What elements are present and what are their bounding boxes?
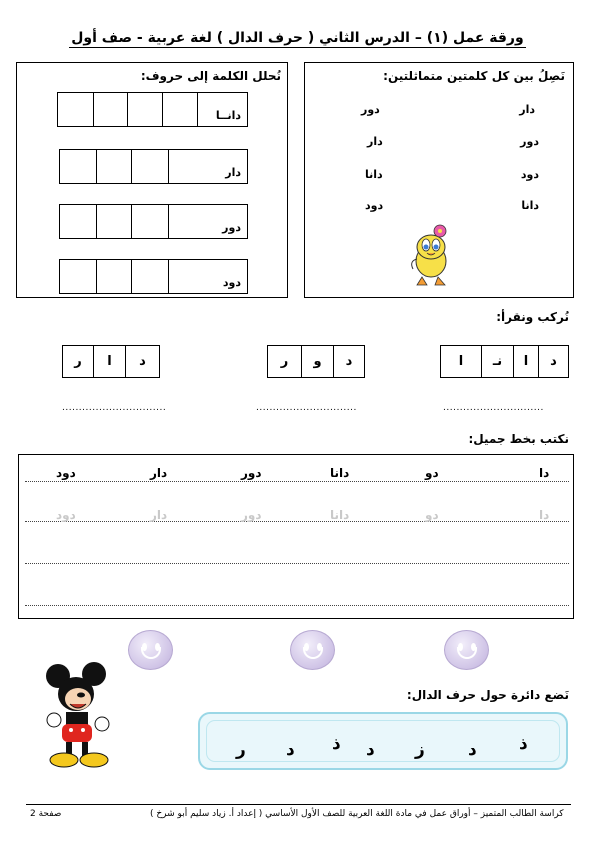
compose-letter: ا	[458, 354, 464, 369]
smiley-face-icon	[290, 630, 335, 670]
circle-letter[interactable]: د	[366, 740, 375, 760]
letter-cell[interactable]	[60, 150, 96, 183]
circle-letters-box	[198, 712, 568, 770]
match-right-1: دار	[519, 103, 535, 116]
letter-cell[interactable]	[131, 205, 168, 238]
compose-group-2	[267, 345, 365, 378]
trace-word: دور	[241, 508, 262, 522]
match-right-3: دود	[520, 168, 539, 181]
compose-answer-3[interactable]: ...............................	[62, 403, 167, 413]
compose-letter: ا	[93, 346, 125, 377]
letter-cell[interactable]	[93, 93, 128, 126]
model-word: دار	[150, 466, 168, 480]
letter-cell[interactable]	[60, 260, 96, 293]
handwriting-practice-box	[18, 454, 574, 619]
trace-word: دانا	[330, 508, 350, 522]
letter-cell[interactable]	[162, 93, 197, 126]
compose-letter: ر	[74, 354, 82, 369]
letter-cell[interactable]	[96, 205, 132, 238]
compose-group-1	[440, 345, 569, 378]
circle-heading: نَضع دائرة حول حرف الدال:	[406, 688, 569, 702]
word-cell	[197, 93, 247, 126]
word-cell	[168, 150, 247, 183]
page-number: صفحة 2	[30, 809, 62, 819]
compose-letter: ر	[280, 354, 289, 369]
model-word: دود	[56, 466, 76, 480]
practice-line[interactable]	[25, 563, 569, 564]
compose-letter: د	[333, 346, 364, 377]
circle-letter[interactable]: ذ	[519, 734, 528, 754]
compose-letter: ا	[513, 346, 538, 377]
trace-word: دا	[539, 508, 550, 522]
letter-cell[interactable]	[58, 93, 93, 126]
analyze-word: دود	[222, 276, 241, 289]
practice-line[interactable]	[25, 521, 569, 522]
smiley-face-icon	[128, 630, 173, 670]
analyze-word: دور	[222, 221, 241, 234]
smiley-face-icon	[444, 630, 489, 670]
match-left-3: دانا	[365, 168, 383, 181]
analyze-grid-4	[59, 259, 248, 294]
analyze-word: دار	[225, 166, 241, 179]
compose-group-3	[62, 345, 160, 378]
letter-cell[interactable]	[96, 260, 132, 293]
handwriting-heading: نكتب بخط جميل:	[468, 432, 569, 446]
match-heading: نَصِلُ بين كل كلمتين متماثلتين:	[383, 69, 565, 83]
compose-answer-1[interactable]: ..............................	[443, 403, 544, 413]
page-title: ورقة عمل (١) – الدرس الثاني ( حرف الدال ) لغة عربية - صف أول	[71, 30, 524, 46]
circle-letter[interactable]: د	[286, 740, 295, 760]
analyze-word: دانــا	[215, 109, 242, 122]
letter-cell[interactable]	[131, 150, 168, 183]
trace-word: دود	[56, 508, 76, 522]
compose-letter: د	[125, 346, 159, 377]
word-cell	[168, 260, 247, 293]
footer-text: كراسة الطالب المتميز – أوراق عمل في مادة اللغة العربية للصف الأول الأساسي ( إعداد أ. زياد سليم أبو شرخ )	[150, 809, 564, 819]
word-cell	[168, 205, 247, 238]
model-word: دو	[425, 466, 439, 480]
compose-letter: نـ	[481, 346, 513, 377]
analyze-heading: نُحلل الكلمة إلى حروف:	[140, 69, 281, 83]
model-word: دانا	[330, 466, 350, 480]
mickey-mouse-image	[44, 662, 116, 772]
letter-cell[interactable]	[131, 260, 168, 293]
compose-heading: نُركب ونقرأ:	[496, 310, 569, 324]
practice-line[interactable]	[25, 481, 569, 482]
letter-cell[interactable]	[127, 93, 162, 126]
letter-cell[interactable]	[60, 205, 96, 238]
circle-letter[interactable]: د	[468, 740, 477, 760]
model-word: دا	[539, 466, 550, 480]
circle-letter[interactable]: ر	[236, 740, 246, 760]
model-word: دور	[241, 466, 262, 480]
match-left-2: دار	[367, 135, 383, 148]
letter-cell[interactable]	[96, 150, 132, 183]
footer-divider	[26, 804, 571, 805]
match-right-2: دور	[520, 135, 539, 148]
circle-letter[interactable]: ذ	[332, 734, 341, 754]
compose-letter: و	[301, 346, 333, 377]
match-left-4: دود	[365, 199, 384, 212]
analyze-grid-2	[59, 149, 248, 184]
match-right-4: دانا	[521, 199, 539, 212]
match-box	[304, 62, 574, 298]
analyze-grid-1	[57, 92, 248, 127]
analyze-grid-3	[59, 204, 248, 239]
tweety-bird-image	[405, 221, 457, 289]
circle-letter[interactable]: ز	[415, 740, 425, 760]
match-left-1: دور	[361, 103, 380, 116]
compose-answer-2[interactable]: ..............................	[256, 403, 357, 413]
practice-line[interactable]	[25, 605, 569, 606]
trace-word: دو	[425, 508, 439, 522]
trace-word: دار	[150, 508, 168, 522]
compose-letter: د	[538, 346, 568, 377]
